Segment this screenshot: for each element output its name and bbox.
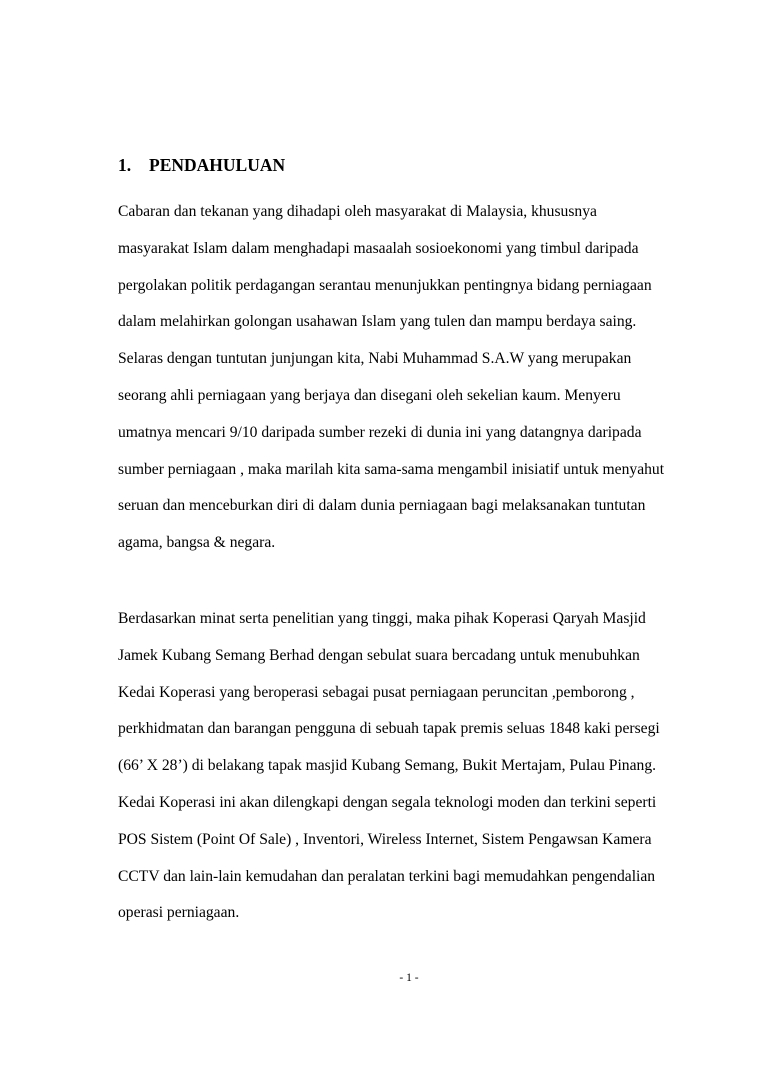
text-line: umatnya mencari 9/10 daripada sumber rezeki di dunia ini yang datangnya daripada [118,423,642,441]
text-line: operasi perniagaan. [118,904,240,922]
text-line: Kedai Koperasi yang beroperasi sebagai pusat perniagaan peruncitan ,pemborong , [118,683,635,701]
text-line: seruan dan menceburkan diri di dalam dunia perniagaan bagi melaksanakan tuntutan [118,497,646,515]
text-line: seorang ahli perniagaan yang berjaya dan disegani oleh sekelian kaum. Menyeru [118,386,621,404]
text-line: pergolakan politik perdagangan serantau menunjukkan pentingnya bidang perniagaan [118,276,652,294]
text-line: Berdasarkan minat serta penelitian yang tinggi, maka pihak Koperasi Qaryah Masjid [118,610,646,627]
text-line: dalam melahirkan golongan usahawan Islam yang tulen dan mampu berdaya saing. [118,313,637,331]
text-line: (66’ X 28’) di belakang tapak masjid Kubang Semang, Bukit Mertajam, Pulau Pinang. [118,757,657,775]
text-line: Selaras dengan tuntutan junjungan kita, Nabi Muhammad S.A.W yang merupakan [118,350,632,368]
section-heading [118,155,285,176]
text-line: sumber perniagaan , maka marilah kita sama-sama mengambil inisiatif untuk menyahut [118,460,665,478]
paragraph-1 [118,194,718,562]
text-line: Jamek Kubang Semang Berhad dengan sebulat suara bercadang untuk menubuhkan [118,646,640,664]
text-line: masyarakat Islam dalam menghadapi masaalah sosioekonomi yang timbul daripada [118,239,639,257]
text-line: Kedai Koperasi ini akan dilengkapi dengan segala teknologi moden dan terkini seperti [118,793,657,811]
text-line: POS Sistem (Point Of Sale) , Inventori, Wireless Internet, Sistem Pengawsan Kamera [118,830,652,848]
section-number: 1. [118,155,132,175]
page-number: - 1 - [399,972,419,984]
section-title: PENDAHULUAN [149,155,286,175]
text-line: CCTV dan lain-lain kemudahan dan peralatan terkini bagi memudahkan pengendalian [118,867,656,885]
text-line: perkhidmatan dan barangan pengguna di sebuah tapak premis seluas 1848 kaki persegi [118,720,660,738]
text-line: Cabaran dan tekanan yang dihadapi oleh masyarakat di Malaysia, khususnya [118,203,597,220]
paragraph-2 [118,601,718,932]
text-line: agama, bangsa & negara. [118,534,276,552]
